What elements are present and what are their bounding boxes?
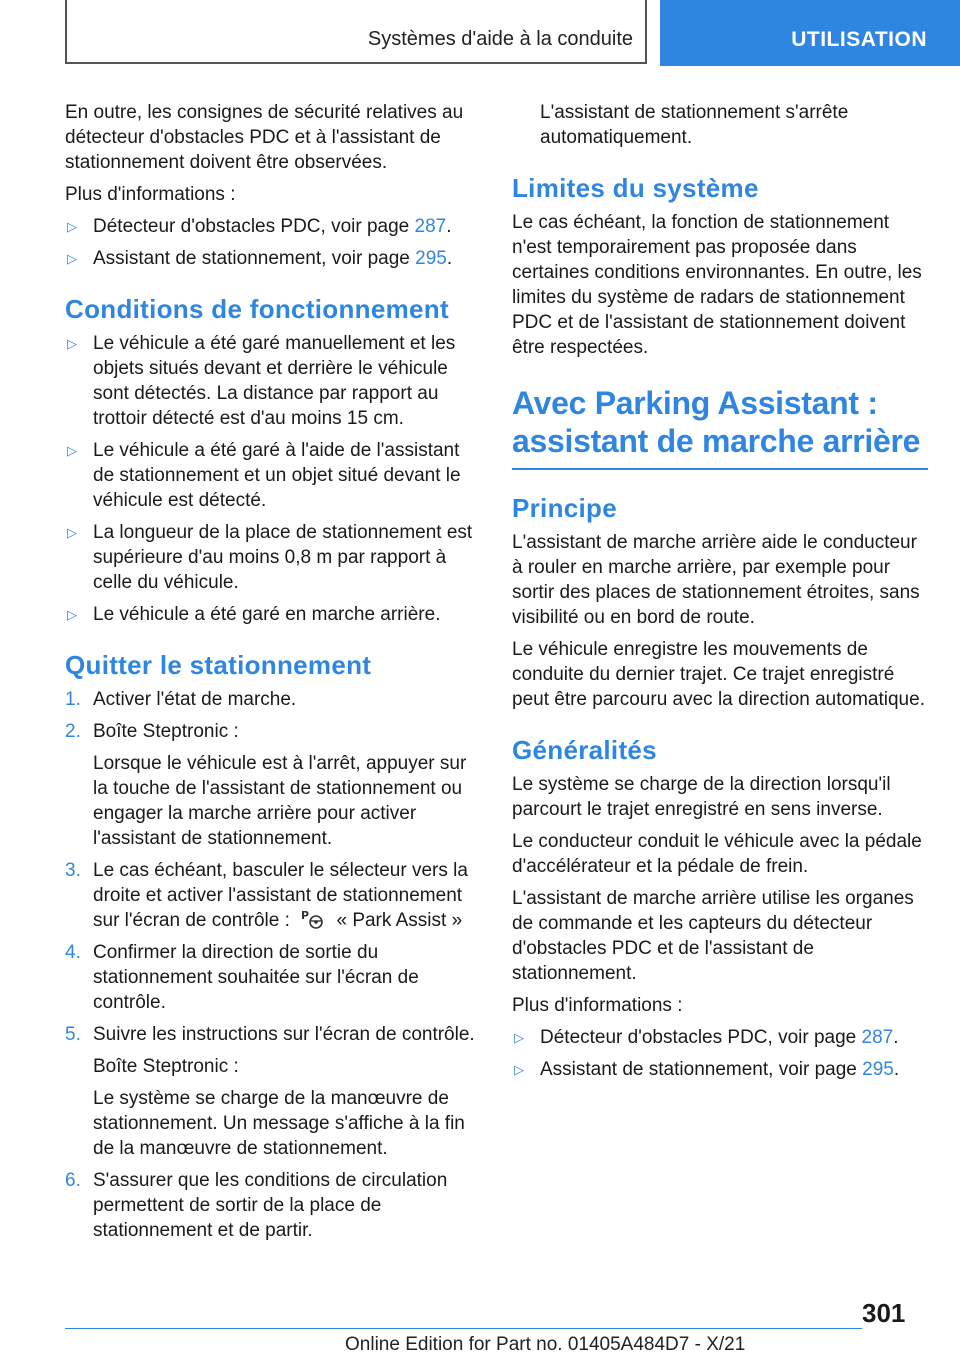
heading-generalites: Généralités [512,735,657,765]
list-item: ▷ Le véhicule a été garé en marche arrière. [67,604,441,625]
step-detail: Lorsque le véhicule est à l'arrêt, appuyer sur la touche de l'assistant de stationnement ou engager la marche arrière pour activer l'assistant de stationnement. [93,753,467,849]
triangle-right-icon: ▷ [67,336,77,351]
list-item: ▷ Assistant de stationnement, voir page 295. [514,1059,900,1080]
list-item: ▷ Le véhicule a été garé à l'aide de l'assistant de stationnement et un objet situé devant le véhicule est détecté. [67,440,461,511]
list-item: ▷ Assistant de stationnement, voir page 295. [67,248,453,269]
step-detail: Le système se charge de la manœuvre de stationnement. Un message s'affiche à la fin de la manœuvre de stationnement. [93,1088,465,1159]
heading-conditions: Conditions de fonctionnement [65,294,449,324]
page-link[interactable]: 287 [861,1027,894,1048]
step-item: 1. Activer l'état de marche. [65,689,297,710]
heading-divider [512,468,928,470]
triangle-right-icon: ▷ [67,443,77,458]
step-item: 4. Confirmer la direction de sortie du stationnement souhaitée sur l'écran de contrôle. [65,942,419,1013]
list-item: ▷ Détecteur d'obstacles PDC, voir page 287. [67,216,452,237]
step-item: 2. Boîte Steptronic : [65,721,239,742]
svg-text:P: P [301,909,310,922]
page-link[interactable]: 287 [414,216,447,237]
edition-text: Online Edition for Part no. 01405A484D7 - X/21 [345,1334,746,1355]
general-paragraph-2: Le conducteur conduit le véhicule avec la pédale d'accélérateur et la pédale de frein. [512,831,922,877]
intro-paragraph: En outre, les consignes de sécurité relatives au détecteur d'obstacles PDC et à l'assistant de stationnement doivent être observées. [65,102,464,173]
heading-principe: Principe [512,493,617,523]
park-assist-icon [301,909,325,929]
principe-paragraph-2: Le véhicule enregistre les mouvements de conduite du dernier trajet. Ce trajet enregistré peut être parcouru avec la direction automatique. [512,639,925,710]
principe-paragraph-1: L'assistant de marche arrière aide le conducteur à rouler en marche arrière, par exemple pour sortir des places de stationnement étroites, sans visibilité ou en bord de route. [512,532,920,628]
header-box [65,0,647,64]
list-item: ▷ La longueur de la place de stationnement est supérieure d'au moins 0,8 m par rapport à celle du véhicule. [67,522,473,593]
page-link[interactable]: 295 [415,248,447,269]
main-heading: Avec Parking Assistant : assistant de marche arrière [512,385,921,459]
heading-limites: Limites du système [512,173,759,203]
heading-quitter: Quitter le stationnement [65,650,372,680]
list-item: ▷ Détecteur d'obstacles PDC, voir page 287. [514,1027,899,1048]
triangle-right-icon: ▷ [514,1062,524,1077]
chapter-tab-label: UTILISATION [791,28,927,51]
footer-divider [65,1328,862,1329]
section-title: Systèmes d'aide à la conduite [367,28,633,50]
triangle-right-icon: ▷ [67,251,77,266]
triangle-right-icon: ▷ [67,219,77,234]
step-item: 3. Le cas échéant, basculer le sélecteur vers la droite et activer l'assistant de stationnement sur l'écran de contrôle : P « Park Assist » [65,860,468,931]
chapter-tab[interactable] [660,0,960,66]
right-column [512,100,928,1089]
step-item: 6. S'assurer que les conditions de circulation permettent de sortir de la place de stationnement et de partir. [65,1170,448,1241]
general-paragraph-1: Le système se charge de la direction lorsqu'il parcourt le trajet enregistré en sens inverse. [512,774,891,820]
limites-paragraph: Le cas échéant, la fonction de stationnement n'est temporairement pas proposée dans certaines conditions environnantes. En outre, les limites du système de radars de stationnement PDC et de l'assistant de stationnement doivent être respectées. [512,212,922,358]
page-number: 301 [862,1298,906,1328]
list-item: ▷ Le véhicule a été garé manuellement et les objets situés devant et derrière le véhicule sont détectés. La distance par rapport au trottoir détecté est d'au moins 15 cm. [67,333,456,429]
step-item: 5. Suivre les instructions sur l'écran de contrôle. [65,1024,475,1045]
page-link[interactable]: 295 [862,1059,894,1080]
general-paragraph-3: L'assistant de marche arrière utilise les organes de commande et les capteurs du détecteur d'obstacles PDC et de l'assistant de stationnement. [512,888,914,984]
step-detail: Boîte Steptronic : [93,1056,239,1077]
continued-text: L'assistant de stationnement s'arrête automatiquement. [540,102,849,148]
more-info-label: Plus d'informations : [512,995,683,1016]
more-info-label: Plus d'informations : [65,184,236,205]
left-column [65,100,480,1250]
triangle-right-icon: ▷ [514,1030,524,1045]
triangle-right-icon: ▷ [67,607,77,622]
triangle-right-icon: ▷ [67,525,77,540]
